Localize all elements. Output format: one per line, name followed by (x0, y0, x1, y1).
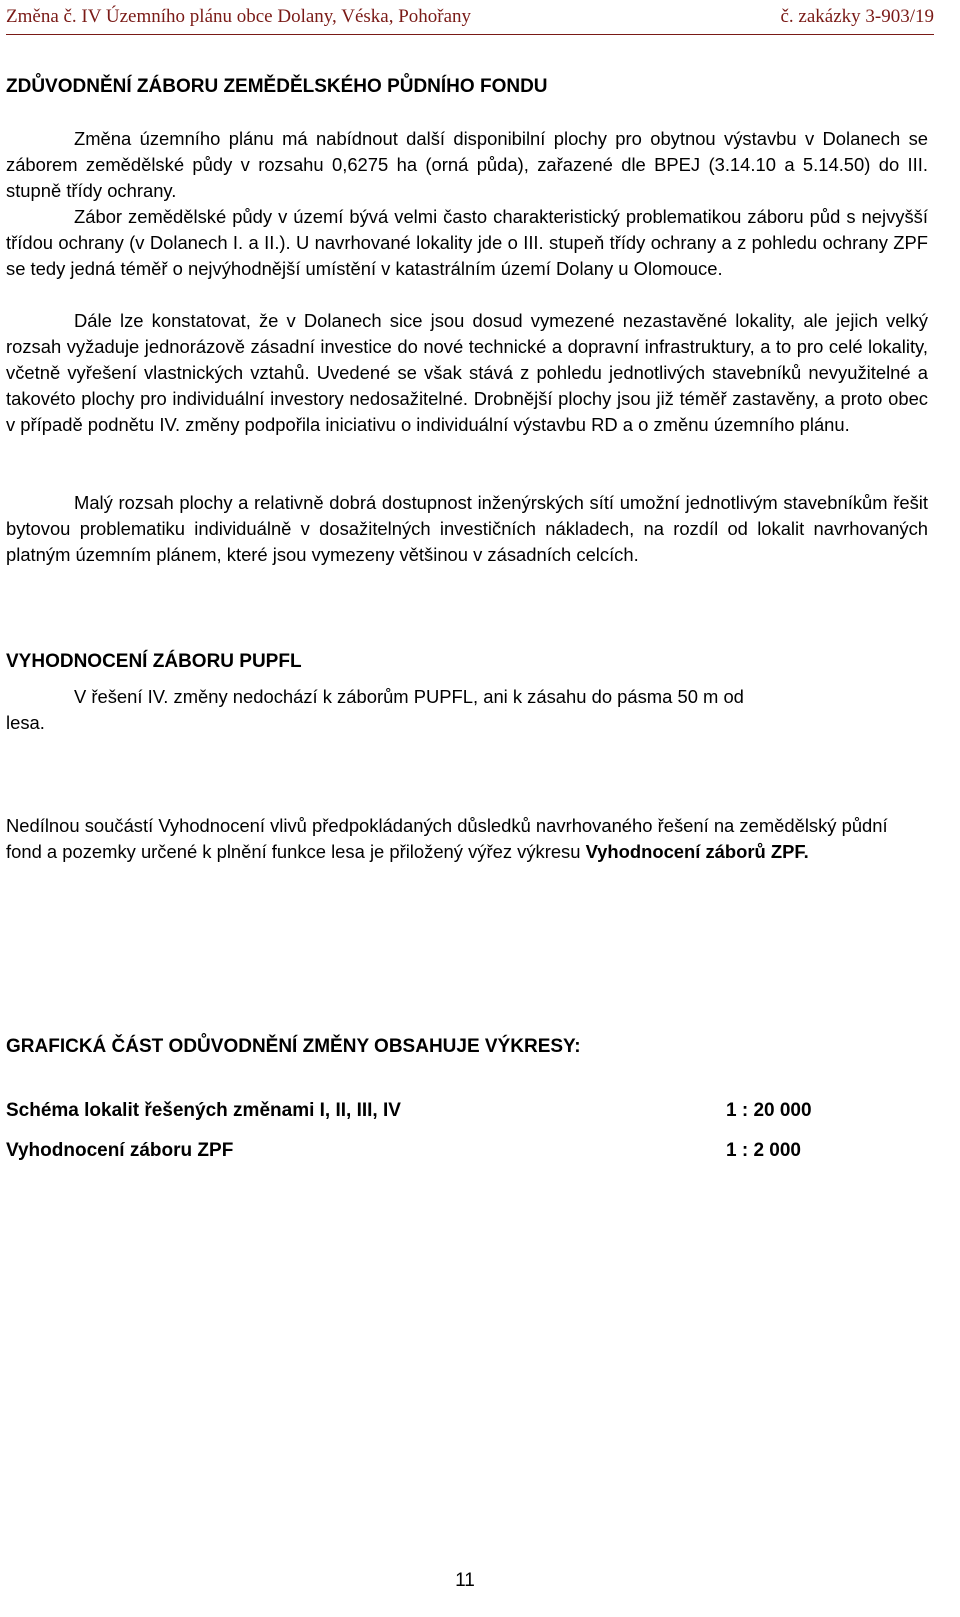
zpf-paragraph-2: Zábor zemědělské půdy v území bývá velmi často charakteristický problematikou záboru půd s nejvyšší třídou ochrany (v Dolanech I. a II.). U navrhované lokality jde o III. stupeň třídy ochrany a z pohledu ochrany ZPF se tedy jedná téměř o nejvýhodnější umístění v katastrálním území Dolany u Olomouce. (6, 206, 928, 279)
zpf-heading: ZDŮVODNĚNÍ ZÁBORU ZEMĚDĚLSKÉHO PŮDNÍHO FONDU (6, 76, 548, 97)
page-header (6, 4, 934, 35)
drawing-name: Vyhodnocení záboru ZPF (6, 1140, 234, 1161)
header-document-title: Změna č. IV Územního plánu obce Dolany, Véska, Pohořany (6, 6, 472, 27)
drawing-name: Schéma lokalit řešených změnami I, II, III, IV (6, 1100, 401, 1121)
drawing-row (6, 1140, 906, 1166)
pupfl-line-2: lesa. (6, 712, 45, 733)
drawing-scale: 1 : 2 000 (726, 1140, 801, 1161)
pupfl-line-1: V řešení IV. změny nedochází k záborům PUPFL, ani k zásahu do pásma 50 m od (74, 686, 744, 707)
note-bold-reference: Vyhodnocení záborů ZPF. (585, 841, 809, 862)
zpf-paragraph-1: Změna územního plánu má nabídnout další disponibilní plochy pro obytnou výstavbu v Dolanech se záborem zemědělské půdy v rozsahu 0,6275 ha (orná půda), zařazené dle BPEJ (3.14.10 a 5.14.50) do III. stupně třídy ochrany. (6, 128, 928, 201)
drawing-row (6, 1100, 906, 1126)
zpf-paragraph-3: Dále lze konstatovat, že v Dolanech sice jsou dosud vymezené nezastavěné lokality, ale jejich velký rozsah vyžaduje jednorázově zásadní investice do nové technické a dopravní infrastruktury, a to pro celé lokality, včetně vyřešení vlastnických vztahů. Uvedené se však stává z pohledu jednotlivých stavebníků nevyužitelné a takovéto plochy pro individuální investory nedosažitelné. Drobnější plochy jsou již téměř zastavěny, a proto obec v případě podnětu IV. změny podpořila iniciativu o individuální výstavbu RD a o změnu územního plánu. (6, 310, 928, 435)
header-order-number: č. zakázky 3-903/19 (780, 6, 934, 27)
graphic-part-heading: GRAFICKÁ ČÁST ODŮVODNĚNÍ ZMĚNY OBSAHUJE VÝKRESY: (6, 1036, 581, 1057)
pupfl-heading: VYHODNOCENÍ ZÁBORU PUPFL (6, 651, 302, 672)
drawing-scale: 1 : 20 000 (726, 1100, 812, 1121)
page-number: 11 (455, 1570, 475, 1591)
note-paragraph (6, 813, 916, 865)
pupfl-paragraph (6, 684, 928, 736)
zpf-paragraph-4: Malý rozsah plochy a relativně dobrá dostupnost inženýrských sítí umožní jednotlivým stavebníkům řešit bytovou problematiku individuálně v dosažitelných investičních nákladech, na rozdíl od lokalit navrhovaných platným územním plánem, které jsou vymezeny většinou v zásadních celcích. (6, 492, 928, 565)
note-text: Nedílnou součástí Vyhodnocení vlivů předpokládaných důsledků navrhovaného řešení na zemědělský půdní fond a pozemky určené k plnění funkce lesa je přiložený výřez výkresu (6, 815, 888, 862)
